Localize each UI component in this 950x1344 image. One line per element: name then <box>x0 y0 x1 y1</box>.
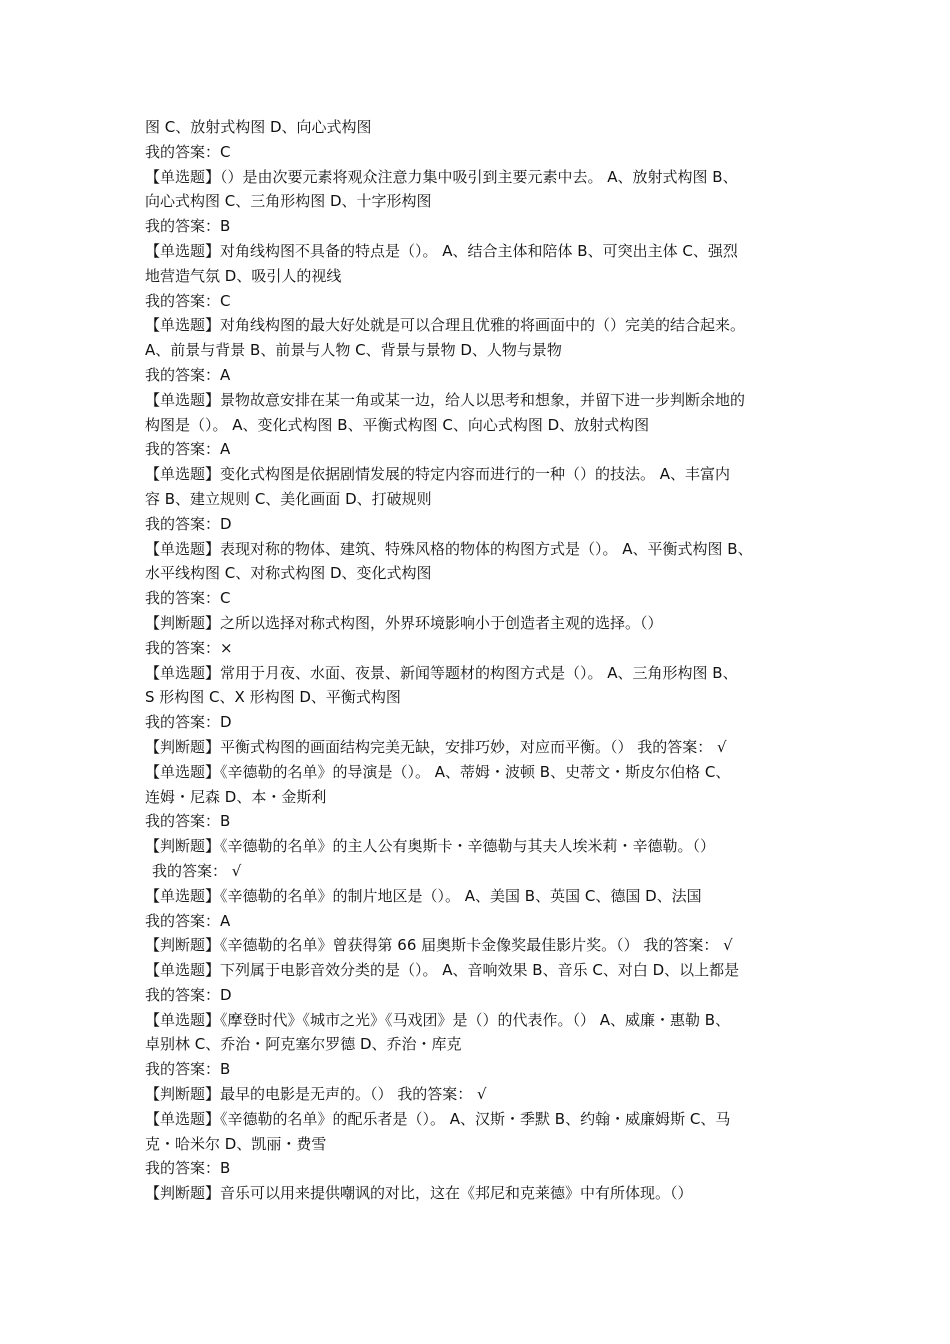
answer-line: 我的答案：B <box>145 812 231 831</box>
text-line: 地营造气氛 D、吸引人的视线 <box>145 266 342 285</box>
question-line: 【判断题】最早的电影是无声的。（） 我的答案： √ <box>145 1085 487 1104</box>
answer-line: 我的答案：D <box>145 985 232 1004</box>
answer-line: 我的答案： √ <box>152 861 242 880</box>
answer-line: 我的答案：A <box>145 365 231 384</box>
answer-line: 我的答案：B <box>145 1159 231 1178</box>
text-line: 克・哈米尔 D、凯丽・费雪 <box>145 1134 327 1153</box>
answer-line: 我的答案：A <box>145 440 231 459</box>
answer-line: 我的答案：D <box>145 514 232 533</box>
question-line: 【单选题】《摩登时代》《城市之光》《马戏团》是（）的代表作。（） A、威廉・惠勒 B、 <box>145 1010 731 1029</box>
text-line: 向心式构图 C、三角形构图 D、十字形构图 <box>145 192 432 211</box>
question-line: 【单选题】《辛德勒的名单》的制片地区是（）。 A、美国 B、英国 C、德国 D、法国 <box>145 886 702 905</box>
answer-line: 我的答案：D <box>145 713 232 732</box>
answer-line: 我的答案：B <box>145 217 231 236</box>
text-line: 连姆・尼森 D、本・金斯利 <box>145 787 327 806</box>
question-line: 【判断题】《辛德勒的名单》曾获得第 66 届奥斯卡金像奖最佳影片奖。（） 我的答案： √ <box>145 936 733 955</box>
answer-line: 我的答案：C <box>145 589 231 608</box>
text-line: 容 B、建立规则 C、美化画面 D、打破规则 <box>145 489 432 508</box>
text-line: 水平线构图 C、对称式构图 D、变化式构图 <box>145 564 432 583</box>
document-body <box>145 115 810 1206</box>
question-line: 【单选题】（）是由次要元素将观众注意力集中吸引到主要元素中去。 A、放射式构图 B、 <box>145 167 738 186</box>
question-line: 【单选题】常用于月夜、水面、夜景、新闻等题材的构图方式是（）。 A、三角形构图 B、 <box>145 663 738 682</box>
text-line: 构图是（）。 A、变化式构图 B、平衡式构图 C、向心式构图 D、放射式构图 <box>145 415 650 434</box>
question-line: 【判断题】平衡式构图的画面结构完美无缺，安排巧妙，对应而平衡。（） 我的答案： √ <box>145 737 727 756</box>
answer-line: 我的答案：× <box>145 638 233 657</box>
question-line: 【单选题】对角线构图的最大好处就是可以合理且优雅的将画面中的（）完美的结合起来。 <box>145 316 746 335</box>
question-line: 【判断题】音乐可以用来提供嘲讽的对比，这在《邦尼和克莱德》中有所体现。（） <box>145 1184 693 1203</box>
question-line: 【判断题】《辛德勒的名单》的主人公有奥斯卡・辛德勒与其夫人埃米莉・辛德勒。（） <box>145 837 716 856</box>
text-line: S 形构图 C、X 形构图 D、平衡式构图 <box>145 688 401 707</box>
question-line: 【单选题】对角线构图不具备的特点是（）。 A、结合主体和陪体 B、可突出主体 C、强烈 <box>145 241 738 260</box>
answer-line: 我的答案：C <box>145 291 231 310</box>
answer-line: 我的答案：B <box>145 1060 231 1079</box>
answer-line: 我的答案：A <box>145 911 231 930</box>
question-line: 【判断题】之所以选择对称式构图，外界环境影响小于创造者主观的选择。（） <box>145 613 663 632</box>
text-line: 卓别林 C、乔治・阿克塞尔罗德 D、乔治・库克 <box>145 1035 462 1054</box>
text-line: 图 C、放射式构图 D、向心式构图 <box>145 118 372 136</box>
question-line: 【单选题】变化式构图是依据剧情发展的特定内容而进行的一种（）的技法。 A、丰富内 <box>145 465 731 484</box>
answer-line: 我的答案：C <box>145 142 231 161</box>
question-line: 【单选题】表现对称的物体、建筑、特殊风格的物体的构图方式是（）。 A、平衡式构图 B、 <box>145 539 753 558</box>
question-line: 【单选题】景物故意安排在某一角或某一边，给人以思考和想象，并留下进一步判断余地的 <box>145 390 746 409</box>
question-line: 【单选题】下列属于电影音效分类的是（）。 A、音响效果 B、音乐 C、对白 D、以上都是 <box>145 961 740 980</box>
question-line: 【单选题】《辛德勒的名单》的配乐者是（）。 A、汉斯・季默 B、约翰・威廉姆斯 C、马 <box>145 1109 731 1128</box>
question-line: 【单选题】《辛德勒的名单》的导演是（）。 A、蒂姆・波顿 B、史蒂文・斯皮尔伯格 C、 <box>145 762 731 781</box>
text-line: A、前景与背景 B、前景与人物 C、背景与景物 D、人物与景物 <box>145 341 562 360</box>
